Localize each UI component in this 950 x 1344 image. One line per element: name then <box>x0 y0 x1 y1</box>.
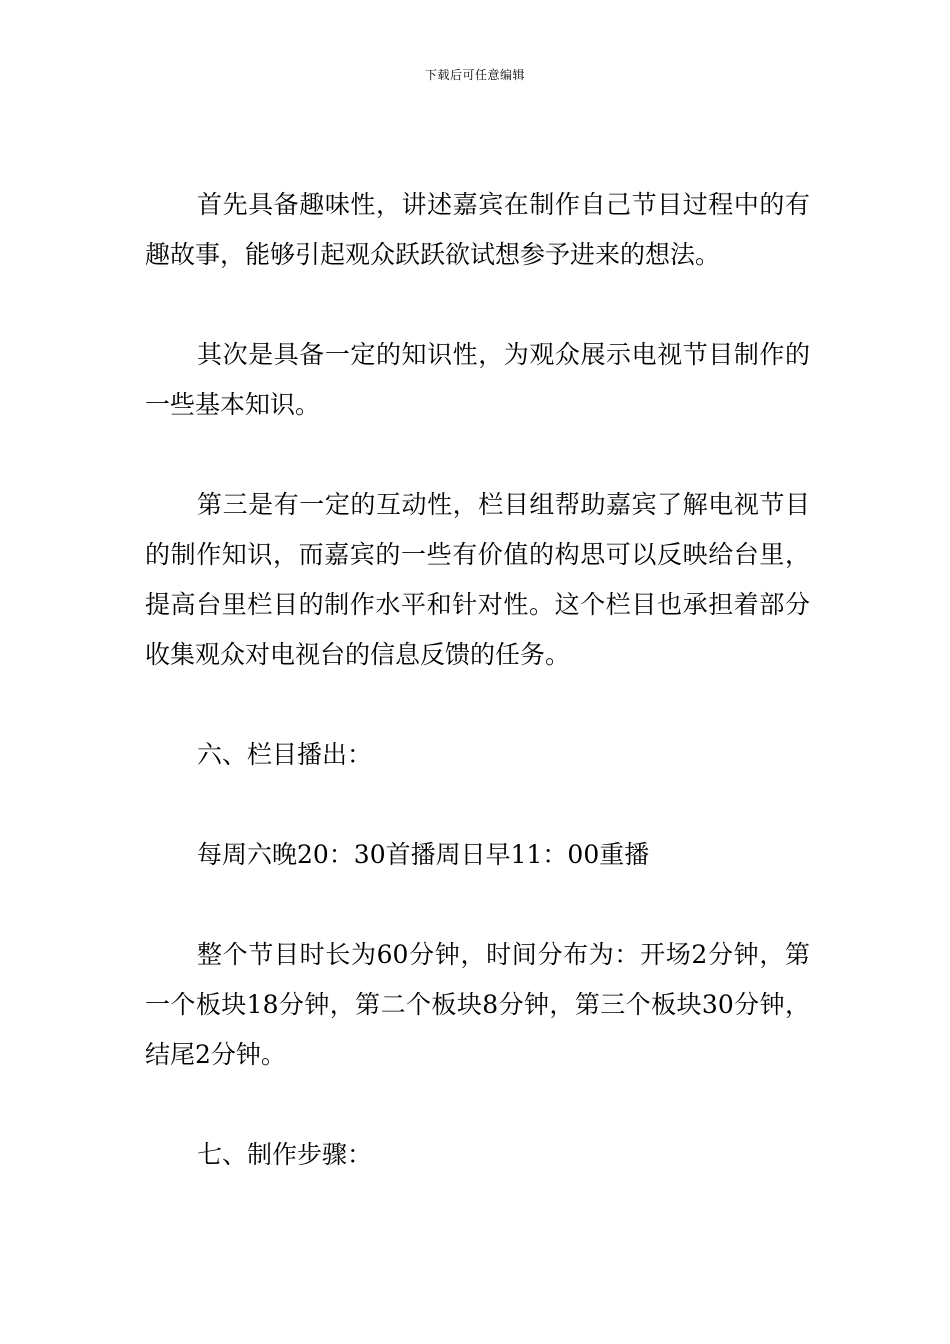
section-heading-production-steps: 七、制作步骤： <box>197 1140 373 1169</box>
document-body <box>145 180 810 1230</box>
paragraph-interaction: 第三是有一定的互动性，栏目组帮助嘉宾了解电视节目的制作知识，而嘉宾的一些有价值的构思可以反映给台里，提高台里栏目的制作水平和针对性。这个栏目也承担着部分收集观众对电视台的信息反馈的任务。 <box>145 490 810 669</box>
paragraph-knowledge: 其次是具备一定的知识性，为观众展示电视节目制作的一些基本知识。 <box>145 340 810 419</box>
header-note: 下载后可任意编辑 <box>424 68 525 82</box>
paragraph-duration: 整个节目时长为60分钟，时间分布为：开场2分钟，第一个板块18分钟，第二个板块8分钟，第三个板块30分钟，结尾2分钟。 <box>145 940 810 1069</box>
paragraph-interest: 首先具备趣味性，讲述嘉宾在制作自己节目过程中的有趣故事，能够引起观众跃跃欲试想参予进来的想法。 <box>145 190 810 269</box>
section-heading-broadcast: 六、栏目播出： <box>197 740 373 769</box>
paragraph-schedule: 每周六晚20：30首播周日早11：00重播 <box>197 840 650 869</box>
